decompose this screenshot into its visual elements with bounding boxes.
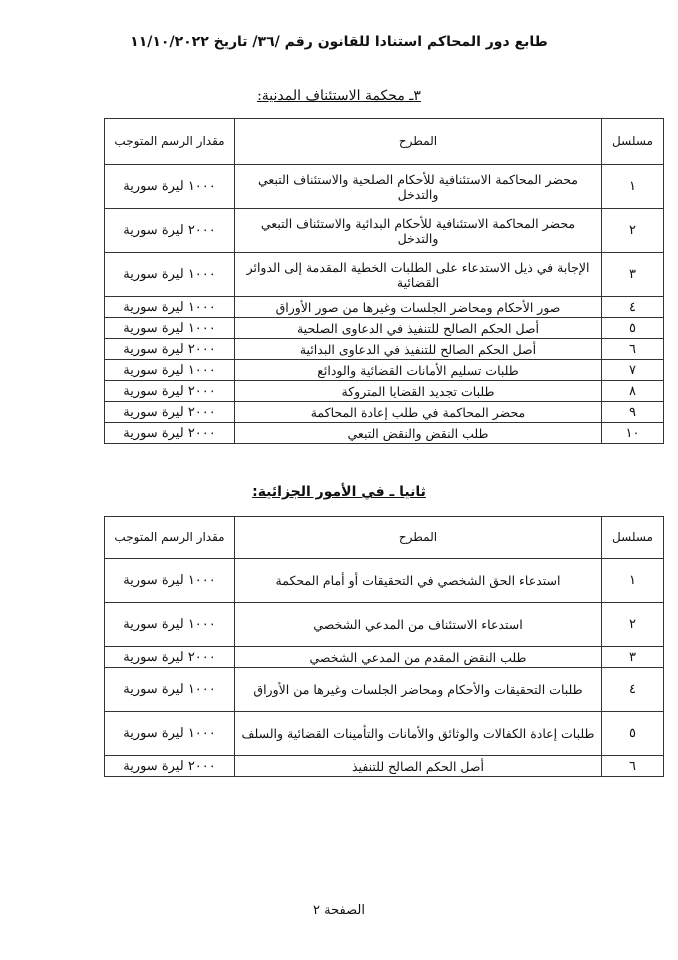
row-serial: ٩ bbox=[602, 402, 664, 423]
section-civil-appeal-heading: ٣ـ محكمة الاستئناف المدنية: bbox=[257, 88, 421, 104]
row-subject: طلب النقض والنقض التبعي bbox=[235, 423, 602, 444]
table-row bbox=[105, 165, 664, 209]
row-subject: صور الأحكام ومحاضر الجلسات وغيرها من صور الأوراق bbox=[235, 297, 602, 318]
row-fee: ١٠٠٠ ليرة سورية bbox=[105, 318, 235, 339]
criminal-fees-table bbox=[104, 516, 664, 777]
row-subject: استدعاء الاستئناف من المدعي الشخصي bbox=[235, 603, 602, 647]
row-serial: ٤ bbox=[602, 668, 664, 712]
table-row bbox=[105, 423, 664, 444]
row-subject: طلب النقض المقدم من المدعي الشخصي bbox=[235, 647, 602, 668]
table-row bbox=[105, 712, 664, 756]
row-fee: ٢٠٠٠ ليرة سورية bbox=[105, 339, 235, 360]
civil-appeal-fees-table bbox=[104, 118, 664, 444]
table-row bbox=[105, 647, 664, 668]
row-fee: ١٠٠٠ ليرة سورية bbox=[105, 603, 235, 647]
header-subject: المطرح bbox=[235, 517, 602, 559]
header-serial: مسلسل bbox=[602, 517, 664, 559]
table-row bbox=[105, 668, 664, 712]
row-serial: ٤ bbox=[602, 297, 664, 318]
row-serial: ١ bbox=[602, 165, 664, 209]
table-row bbox=[105, 381, 664, 402]
table-row bbox=[105, 756, 664, 777]
row-serial: ٨ bbox=[602, 381, 664, 402]
table-row bbox=[105, 318, 664, 339]
row-subject: أصل الحكم الصالح للتنفيذ bbox=[235, 756, 602, 777]
row-subject: طلبات تجديد القضايا المتروكة bbox=[235, 381, 602, 402]
section-criminal-heading: ثانيا ـ في الأمور الجزائية: bbox=[252, 484, 426, 500]
table-row bbox=[105, 559, 664, 603]
page-number: الصفحة ٢ bbox=[313, 903, 365, 918]
row-fee: ١٠٠٠ ليرة سورية bbox=[105, 559, 235, 603]
row-fee: ٢٠٠٠ ليرة سورية bbox=[105, 381, 235, 402]
row-subject: الإجابة في ذيل الاستدعاء على الطلبات الخطية المقدمة إلى الدوائر القضائية bbox=[235, 253, 602, 297]
row-fee: ٢٠٠٠ ليرة سورية bbox=[105, 423, 235, 444]
row-subject: استدعاء الحق الشخصي في التحقيقات أو أمام المحكمة bbox=[235, 559, 602, 603]
row-subject: طلبات تسليم الأمانات القضائية والودائع bbox=[235, 360, 602, 381]
row-fee: ١٠٠٠ ليرة سورية bbox=[105, 297, 235, 318]
row-subject: طلبات التحقيقات والأحكام ومحاضر الجلسات وغيرها من الأوراق bbox=[235, 668, 602, 712]
row-serial: ٧ bbox=[602, 360, 664, 381]
row-fee: ١٠٠٠ ليرة سورية bbox=[105, 165, 235, 209]
header-fee: مقدار الرسم المتوجب bbox=[105, 119, 235, 165]
row-serial: ١٠ bbox=[602, 423, 664, 444]
row-serial: ٣ bbox=[602, 253, 664, 297]
row-serial: ١ bbox=[602, 559, 664, 603]
row-fee: ١٠٠٠ ليرة سورية bbox=[105, 253, 235, 297]
row-serial: ٦ bbox=[602, 339, 664, 360]
header-serial: مسلسل bbox=[602, 119, 664, 165]
row-serial: ٢ bbox=[602, 603, 664, 647]
row-fee: ١٠٠٠ ليرة سورية bbox=[105, 668, 235, 712]
row-subject: محضر المحاكمة الاستئنافية للأحكام البدائية والاستئناف التبعي والتدخل bbox=[235, 209, 602, 253]
table-row bbox=[105, 297, 664, 318]
row-fee: ١٠٠٠ ليرة سورية bbox=[105, 712, 235, 756]
header-fee: مقدار الرسم المتوجب bbox=[105, 517, 235, 559]
row-fee: ٢٠٠٠ ليرة سورية bbox=[105, 209, 235, 253]
row-fee: ٢٠٠٠ ليرة سورية bbox=[105, 402, 235, 423]
row-fee: ٢٠٠٠ ليرة سورية bbox=[105, 756, 235, 777]
row-serial: ٥ bbox=[602, 712, 664, 756]
row-subject: أصل الحكم الصالح للتنفيذ في الدعاوى البدائية bbox=[235, 339, 602, 360]
table-row bbox=[105, 339, 664, 360]
row-serial: ٣ bbox=[602, 647, 664, 668]
row-fee: ١٠٠٠ ليرة سورية bbox=[105, 360, 235, 381]
table-row bbox=[105, 253, 664, 297]
row-subject: محضر المحاكمة الاستئنافية للأحكام الصلحية والاستئناف التبعي والتدخل bbox=[235, 165, 602, 209]
row-subject: محضر المحاكمة في طلب إعادة المحاكمة bbox=[235, 402, 602, 423]
table-row bbox=[105, 209, 664, 253]
header-subject: المطرح bbox=[235, 119, 602, 165]
row-fee: ٢٠٠٠ ليرة سورية bbox=[105, 647, 235, 668]
row-serial: ٦ bbox=[602, 756, 664, 777]
table-row bbox=[105, 402, 664, 423]
table-row bbox=[105, 603, 664, 647]
page-title: طابع دور المحاكم استنادا للقانون رقم /٣٦/ تاريخ ١١/١٠/٢٠٢٢ bbox=[130, 34, 548, 50]
row-serial: ٢ bbox=[602, 209, 664, 253]
row-serial: ٥ bbox=[602, 318, 664, 339]
table-row bbox=[105, 360, 664, 381]
row-subject: أصل الحكم الصالح للتنفيذ في الدعاوى الصلحية bbox=[235, 318, 602, 339]
row-subject: طلبات إعادة الكفالات والوثائق والأمانات والتأمينات القضائية والسلف bbox=[235, 712, 602, 756]
